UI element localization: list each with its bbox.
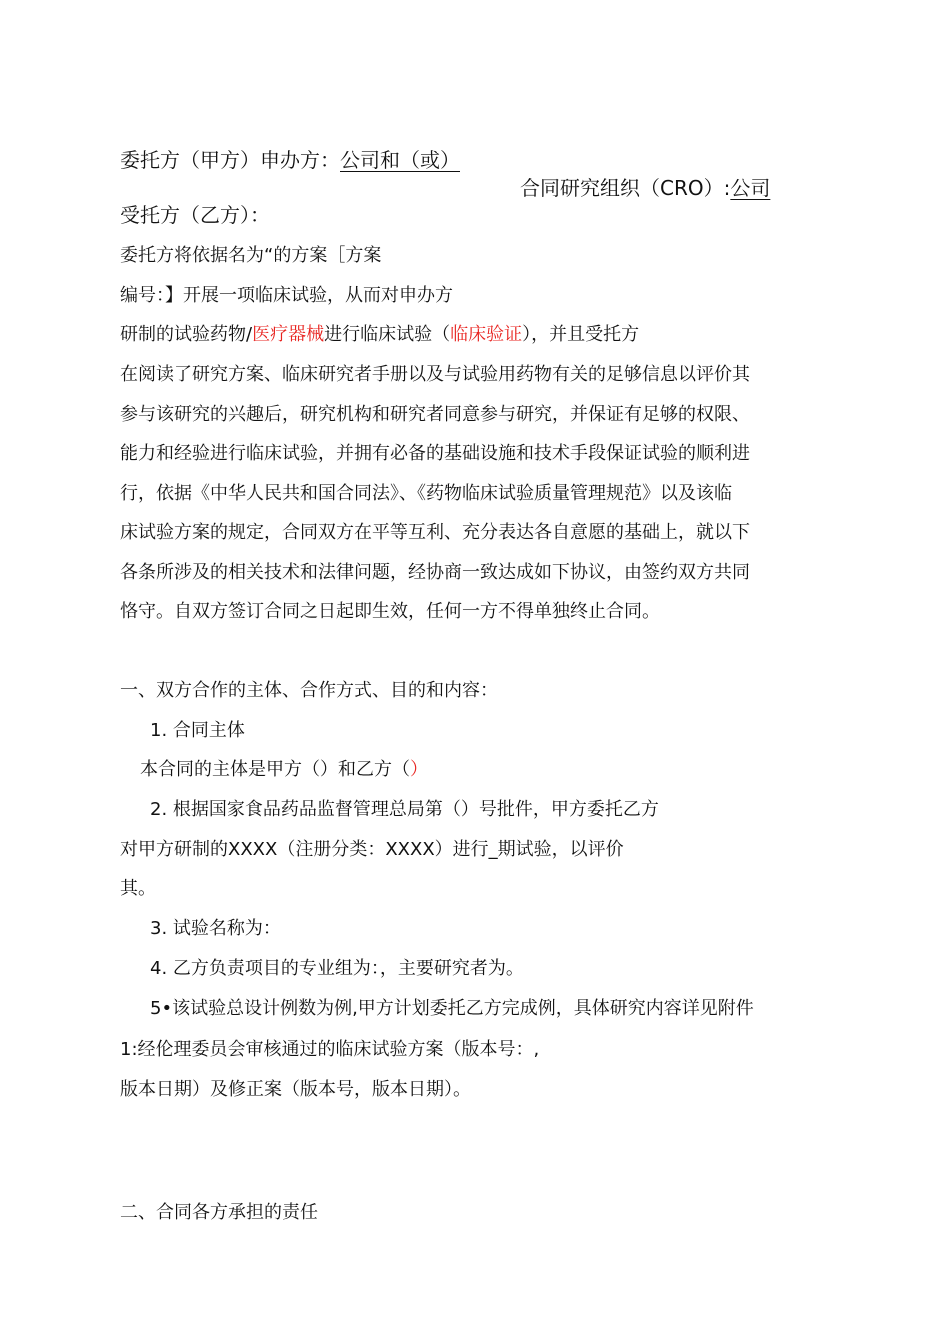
- party-a-line: [120, 147, 460, 173]
- preamble-body-line: 参与该研究的兴趣后，研究机构和研究者同意参与研究，并保证有足够的权限、: [120, 404, 750, 425]
- preamble-text: ），并且受托方: [522, 324, 640, 345]
- item-2-line-3: 其。: [120, 878, 156, 899]
- preamble-line-3: [120, 323, 639, 347]
- section-1-heading: 一、双方合作的主体、合作方式、目的和内容：: [120, 680, 498, 701]
- section-2-heading: 二、合同各方承担的责任: [120, 1202, 318, 1223]
- clinical-validation-text: 临床验证: [450, 324, 523, 345]
- item-2-line-2: 对甲方研制的XXXX（注册分类：XXXX）进行_期试验，以评价: [120, 839, 624, 860]
- item-4: 4. 乙方负责项目的专业组为：，主要研究者为。: [150, 958, 524, 979]
- preamble-text: 进行临床试验（: [324, 324, 451, 345]
- item-1-title: 1. 合同主体: [150, 720, 245, 741]
- preamble-body-line: 各条所涉及的相关技术和法律问题，经协商一致达成如下协议，由签约双方共同: [120, 562, 750, 583]
- party-a-label: 委托方（甲方）申办方：: [120, 148, 340, 172]
- preamble-body-line: 在阅读了研究方案、临床研究者手册以及与试验用药物有关的足够信息以评价其: [120, 364, 750, 385]
- preamble-body-line: 行，依据《中华人民共和国合同法》、《药物临床试验质量管理规范》以及该临: [120, 483, 732, 504]
- preamble-line-1: 委托方将依据名为“的方案［方案: [120, 245, 382, 266]
- party-a-company: 公司和（或）: [340, 148, 460, 172]
- cro-label: 合同研究组织（CRO）:: [520, 176, 731, 200]
- item-1-text: 本合同的主体是甲方（）和乙方（: [140, 759, 410, 780]
- item-1-red-paren: ）: [410, 759, 428, 780]
- preamble-body-line: 能力和经验进行临床试验，并拥有必备的基础设施和技术手段保证试验的顺利进: [120, 443, 750, 464]
- preamble-body-line: 床试验方案的规定，合同双方在平等互利、充分表达各自意愿的基础上，就以下: [120, 522, 750, 543]
- cro-company: 公司: [730, 176, 771, 200]
- preamble-body-line: 恪守。自双方签订合同之日起即生效，任何一方不得单独终止合同。: [120, 601, 660, 622]
- item-1-body: [140, 758, 428, 782]
- item-5-line-2: 1:经伦理委员会审核通过的临床试验方案（版本号：,: [120, 1039, 540, 1060]
- cro-line: [520, 175, 770, 201]
- item-2-line-1: 2. 根据国家食品药品监督管理总局第（）号批件，甲方委托乙方: [150, 799, 659, 820]
- item-3: 3. 试验名称为：: [150, 918, 281, 939]
- preamble-line-2: 编号：】开展一项临床试验，从而对申办方: [120, 285, 453, 306]
- medical-device-text: 医疗器械: [252, 324, 325, 345]
- item-5-line-3: 版本日期）及修正案（版本号，版本日期）。: [120, 1079, 471, 1100]
- item-5-line-1: 5•该试验总设计例数为例,甲方计划委托乙方完成例，具体研究内容详见附件: [150, 998, 754, 1019]
- party-b-line: 受托方（乙方）：: [120, 203, 270, 227]
- preamble-text: 研制的试验药物/: [120, 324, 253, 345]
